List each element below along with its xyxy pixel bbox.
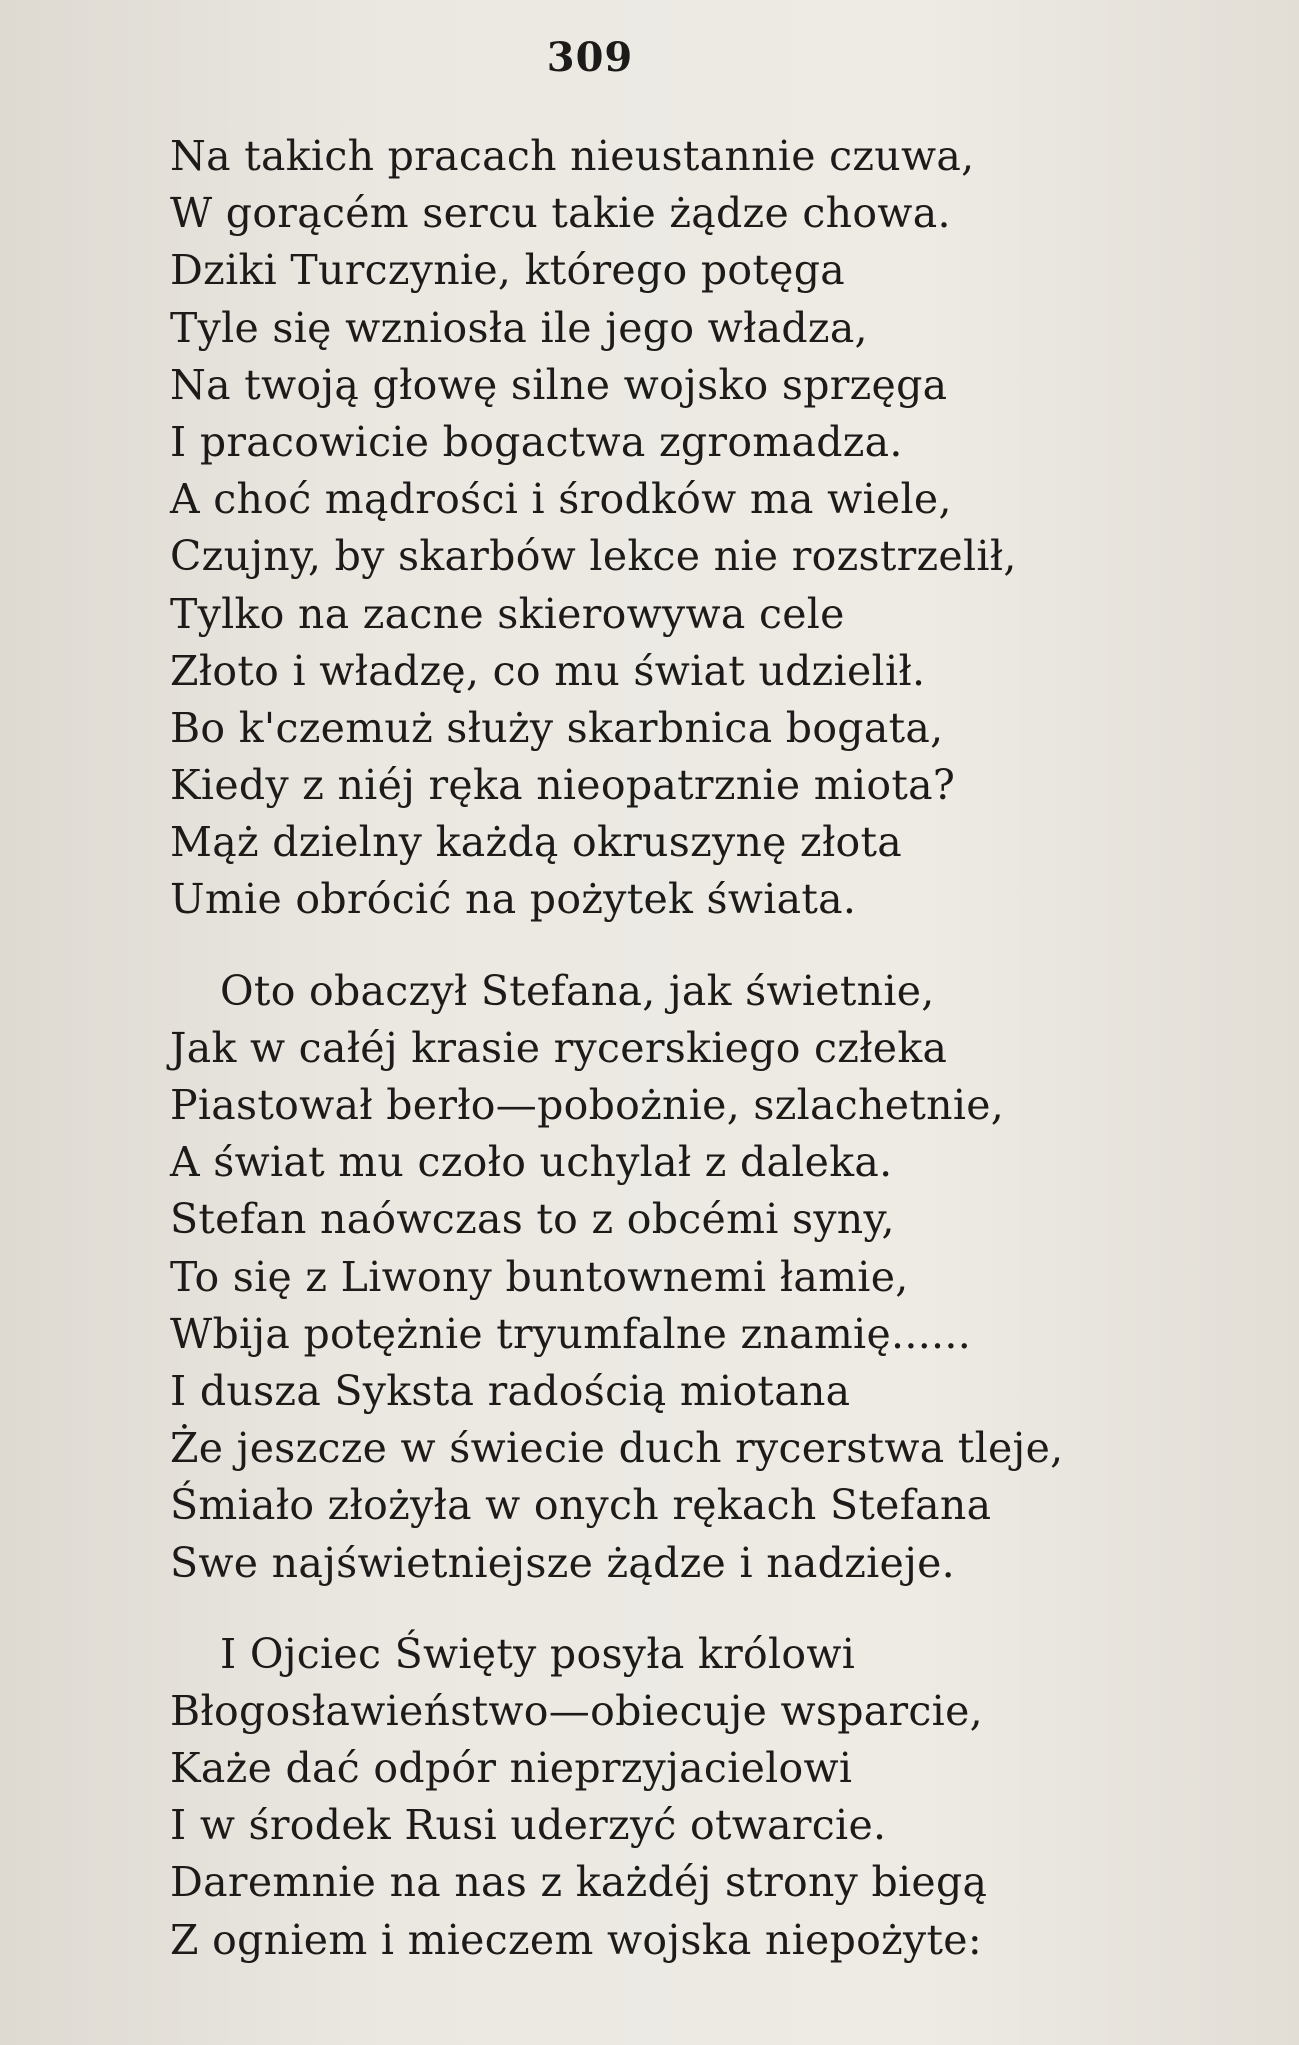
poem-line: A świat mu czoło uchylał z daleka.: [170, 1138, 893, 1187]
poem-line: Umie obrócić na pożytek świata.: [170, 875, 857, 924]
stanza: [170, 963, 1220, 1592]
poem-line: Złoto i władzę, co mu świat udzielił.: [170, 646, 926, 695]
poem-line: Jak w całéj krasie rycerskiego człeka: [170, 1023, 948, 1072]
poem-line: I w środek Rusi uderzyć otwarcie.: [170, 1801, 887, 1850]
poem-line: Tylko na zacne skierowywa cele: [170, 589, 845, 638]
poem-line: W gorącém sercu takie żądze chowa.: [170, 189, 951, 238]
poem-line: Że jeszcze w świecie duch rycerstwa tleje,: [170, 1424, 1064, 1473]
poem-line: Tyle się wzniosła ile jego władza,: [170, 303, 868, 352]
poem-line: A choć mądrości i środków ma wiele,: [170, 475, 952, 524]
poem-line: I dusza Syksta radością miotana: [170, 1366, 851, 1415]
poem-line: Na takich pracach nieustannie czuwa,: [170, 132, 975, 180]
poem-line: Każe dać odpór nieprzyjacielowi: [170, 1744, 853, 1793]
poem-line: Stefan naówczas to z obcémi syny,: [170, 1195, 895, 1244]
stanza: [170, 1626, 1220, 1969]
poem-line: Piastował berło—pobożnie, szlachetnie,: [170, 1081, 1005, 1129]
poem-line: Wbija potężnie tryumfalne znamię......: [170, 1309, 972, 1358]
poem-line: Bo k'czemuż służy skarbnica bogata,: [170, 703, 944, 752]
poem-body: [170, 128, 1220, 2003]
poem-line: Śmiało złożyła w onych rękach Stefana: [170, 1481, 992, 1530]
poem-line: Oto obaczył Stefana, jak świetnie,: [220, 966, 935, 1015]
poem-line: Błogosławieństwo—obiecuje wsparcie,: [170, 1686, 983, 1735]
stanza: [170, 128, 1220, 929]
poem-line: Z ogniem i mieczem wojska niepożyte:: [170, 1915, 982, 1964]
poem-line: To się z Liwony buntownemi łamie,: [170, 1252, 909, 1301]
poem-line: Daremnie na nas z każdéj strony biegą: [170, 1858, 988, 1907]
poem-line: I pracowicie bogactwa zgromadza.: [170, 417, 903, 466]
poem-line: I Ojciec Święty posyła królowi: [220, 1629, 856, 1678]
poem-line: Kiedy z niéj ręka nieopatrznie miota?: [170, 761, 956, 810]
poem-line: Na twoją głowę silne wojsko sprzęga: [170, 360, 948, 409]
poem-line: Swe najświetniejsze żądze i nadzieje.: [170, 1538, 955, 1587]
page-number: 309: [546, 34, 634, 81]
poem-line: Mąż dzielny każdą okruszynę złota: [170, 818, 903, 867]
poem-line: Czujny, by skarbów lekce nie rozstrzelił,: [170, 532, 1017, 581]
poem-line: Dziki Turczynie, którego potęga: [170, 246, 845, 295]
